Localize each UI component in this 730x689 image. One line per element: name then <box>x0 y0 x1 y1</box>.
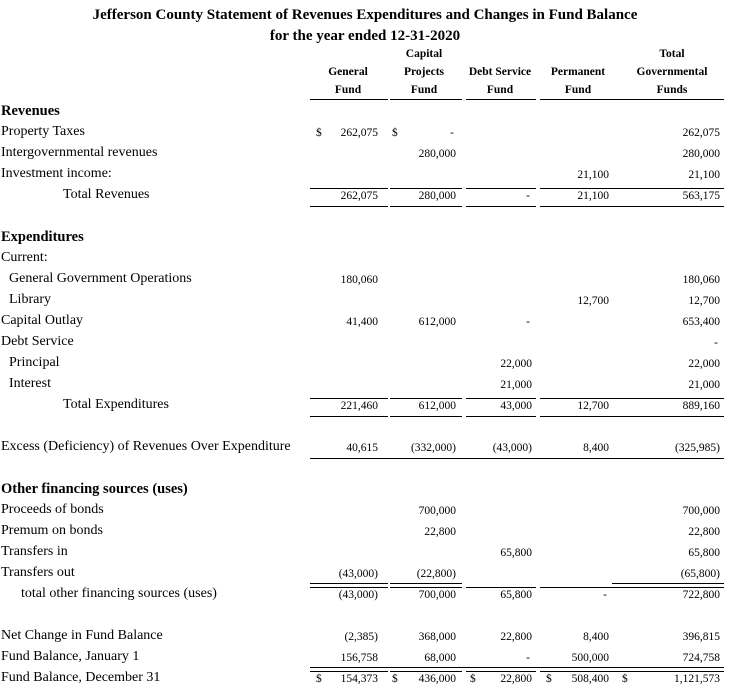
cell-value: 262,075 <box>682 127 720 139</box>
row-label: Fund Balance, January 1 <box>1 649 140 664</box>
cell-value: - <box>526 190 530 202</box>
cell-value: 21,100 <box>577 169 609 181</box>
transfer-underline <box>612 583 724 584</box>
row-label: Revenues <box>1 103 60 119</box>
subtotal-rule <box>540 587 612 588</box>
cell-value: 368,000 <box>418 631 456 643</box>
row-label: Premum on bonds <box>1 523 103 538</box>
cell-value: 68,000 <box>424 652 456 664</box>
total-underline <box>466 206 536 207</box>
row-label: Current: <box>1 250 48 265</box>
cell-value: 612,000 <box>418 316 456 328</box>
dollar-sign: $ <box>392 127 398 139</box>
column-header-1-line2: General <box>328 66 368 78</box>
row-label: Expenditures <box>1 229 84 245</box>
row-label: Capital Outlay <box>1 313 84 328</box>
row-label: Excess (Deficiency) of Revenues Over Expenditure <box>1 439 291 454</box>
cell-value: 22,800 <box>424 526 456 538</box>
cell-value: - <box>714 337 718 349</box>
column-header-2-line3: Fund <box>410 84 438 96</box>
cell-value: 21,100 <box>688 169 720 181</box>
cell-value: 700,000 <box>418 589 456 601</box>
cell-value: 180,060 <box>340 274 378 286</box>
row-label: total other financing sources (uses) <box>21 586 217 601</box>
dollar-sign: $ <box>316 673 322 685</box>
subtotal-rule <box>390 398 462 399</box>
subtotal-rule <box>540 398 612 399</box>
cell-value: 180,060 <box>682 274 720 286</box>
subtotal-rule <box>612 188 724 189</box>
row-label: Other financing sources (uses) <box>1 481 188 497</box>
column-header-5-line1: Total <box>659 48 685 60</box>
cell-value: 22,000 <box>500 358 532 370</box>
column-header-4-line3: Fund <box>564 84 592 96</box>
subtotal-rule <box>310 398 388 399</box>
row-label: Net Change in Fund Balance <box>1 628 163 643</box>
subtotal-rule <box>540 188 612 189</box>
transfer-underline <box>310 583 388 584</box>
cell-value: 22,800 <box>688 526 720 538</box>
header-underline <box>466 99 536 100</box>
cell-value: 1,121,573 <box>674 673 720 685</box>
cell-value: (43,000) <box>338 589 378 601</box>
statement-title: Jefferson County Statement of Revenues Expenditures and Changes in Fund Balance <box>92 7 638 23</box>
column-header-2-line1: Capital <box>405 48 443 60</box>
subtotal-rule <box>390 587 462 588</box>
cell-value: 280,000 <box>418 190 456 202</box>
total-underline <box>466 416 536 417</box>
cell-value: 889,160 <box>682 400 720 412</box>
subtotal-rule <box>466 398 536 399</box>
row-label: Fund Balance, December 31 <box>1 670 161 685</box>
subtotal-rule <box>540 671 612 672</box>
cell-value: 508,400 <box>571 673 609 685</box>
cell-value: 262,075 <box>340 190 378 202</box>
row-label: Principal <box>9 355 60 370</box>
cell-value: 22,000 <box>688 358 720 370</box>
row-label: Investment income: <box>1 166 112 181</box>
row-label: Debt Service <box>1 334 74 349</box>
cell-value: 22,800 <box>500 673 532 685</box>
row-label: Interest <box>9 376 51 391</box>
header-underline <box>310 99 388 100</box>
total-underline <box>540 416 612 417</box>
cell-value: 156,758 <box>340 652 378 664</box>
cell-value: 8,400 <box>583 631 609 643</box>
subtotal-rule <box>390 671 462 672</box>
subtotal-rule <box>466 188 536 189</box>
cell-value: 21,000 <box>688 379 720 391</box>
total-underline <box>540 206 612 207</box>
transfer-underline <box>390 583 462 584</box>
cell-value: (43,000) <box>492 442 532 454</box>
subtotal-rule <box>310 671 388 672</box>
total-underline <box>310 416 388 417</box>
cell-value: (332,000) <box>410 442 456 454</box>
cell-value: - <box>526 652 530 664</box>
total-underline <box>310 206 388 207</box>
cell-value: 500,000 <box>571 652 609 664</box>
column-header-2-line2: Projects <box>403 66 444 78</box>
column-header-1-line3: Fund <box>334 84 362 96</box>
row-label: Transfers out <box>1 565 75 580</box>
subtotal-rule <box>612 671 724 672</box>
dollar-sign: $ <box>546 673 552 685</box>
column-header-4-line2: Permanent <box>550 66 606 78</box>
total-underline <box>390 416 462 417</box>
row-label: Proceeds of bonds <box>1 502 104 517</box>
balance-rule <box>310 667 724 668</box>
cell-value: (2,385) <box>344 631 378 643</box>
subtotal-rule <box>612 398 724 399</box>
cell-value: (43,000) <box>338 568 378 580</box>
row-label: Transfers in <box>1 544 68 559</box>
cell-value: 436,000 <box>418 673 456 685</box>
cell-value: 40,615 <box>346 442 378 454</box>
subtotal-rule <box>390 188 462 189</box>
cell-value: 12,700 <box>577 400 609 412</box>
cell-value: 12,700 <box>688 295 720 307</box>
total-underline <box>612 416 724 417</box>
cell-value: - <box>450 127 454 139</box>
row-label: Total Revenues <box>63 187 150 202</box>
row-label: Total Expenditures <box>63 397 169 412</box>
cell-value: 65,800 <box>500 589 532 601</box>
cell-value: (65,800) <box>680 568 720 580</box>
cell-value: 700,000 <box>682 505 720 517</box>
row-label: Library <box>9 292 51 307</box>
header-underline <box>390 99 462 100</box>
header-underline <box>540 99 612 100</box>
cell-value: 22,800 <box>500 631 532 643</box>
subtotal-rule <box>466 671 536 672</box>
cell-value: 43,000 <box>500 400 532 412</box>
cell-value: 21,000 <box>500 379 532 391</box>
cell-value: 722,800 <box>682 589 720 601</box>
cell-value: 8,400 <box>583 442 609 454</box>
cell-value: 65,800 <box>688 547 720 559</box>
subtotal-rule <box>310 587 388 588</box>
cell-value: 612,000 <box>418 400 456 412</box>
excess-underline <box>310 458 724 459</box>
cell-value: (22,800) <box>416 568 456 580</box>
cell-value: 41,400 <box>346 316 378 328</box>
row-label: Intergovernmental revenues <box>1 145 158 160</box>
cell-value: 65,800 <box>500 547 532 559</box>
dollar-sign: $ <box>622 673 628 685</box>
cell-value: 12,700 <box>577 295 609 307</box>
header-underline <box>612 99 724 100</box>
column-header-5-line2: Governmental <box>636 66 708 78</box>
cell-value: 280,000 <box>418 148 456 160</box>
cell-value: 700,000 <box>418 505 456 517</box>
subtotal-rule <box>310 188 388 189</box>
column-header-5-line3: Funds <box>656 84 688 96</box>
cell-value: 724,758 <box>682 652 720 664</box>
column-header-3-line2: Debt Service <box>468 66 532 78</box>
statement-subtitle: for the year ended 12-31-2020 <box>269 28 461 44</box>
subtotal-rule <box>466 587 536 588</box>
cell-value: 262,075 <box>340 127 378 139</box>
cell-value: (325,985) <box>674 442 720 454</box>
total-underline <box>612 206 724 207</box>
cell-value: 154,373 <box>340 673 378 685</box>
cell-value: 396,815 <box>682 631 720 643</box>
cell-value: - <box>526 316 530 328</box>
cell-value: 21,100 <box>577 190 609 202</box>
cell-value: 563,175 <box>682 190 720 202</box>
cell-value: 280,000 <box>682 148 720 160</box>
total-underline <box>390 206 462 207</box>
column-header-3-line3: Fund <box>486 84 514 96</box>
dollar-sign: $ <box>470 673 476 685</box>
cell-value: 653,400 <box>682 316 720 328</box>
dollar-sign: $ <box>316 127 322 139</box>
dollar-sign: $ <box>392 673 398 685</box>
cell-value: - <box>603 589 607 601</box>
subtotal-rule <box>612 587 724 588</box>
cell-value: 221,460 <box>340 400 378 412</box>
row-label: General Government Operations <box>9 271 192 286</box>
row-label: Property Taxes <box>1 124 85 139</box>
